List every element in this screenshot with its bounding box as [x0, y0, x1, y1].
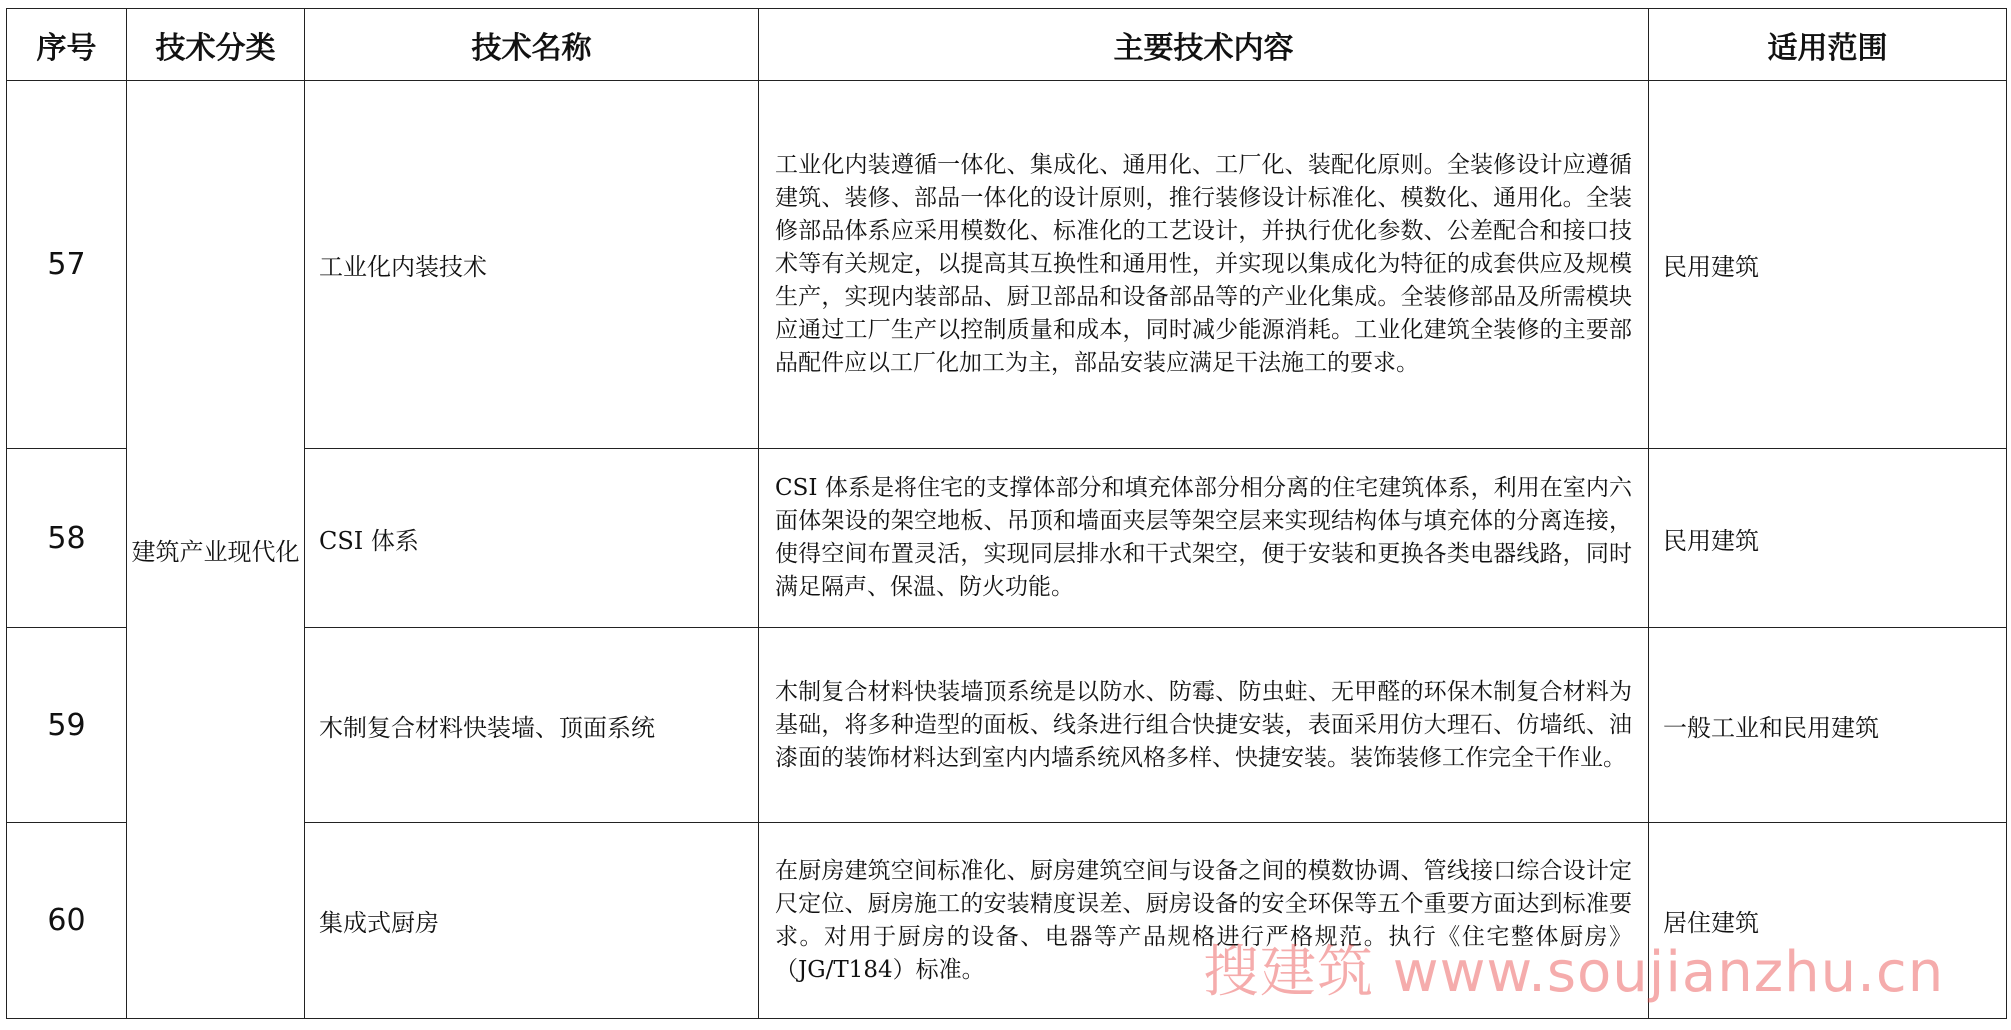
header-no: 序号 — [7, 9, 127, 81]
row-number: 57 — [7, 81, 127, 449]
row-number: 58 — [7, 449, 127, 628]
header-row — [7, 9, 2007, 81]
row-number: 59 — [7, 628, 127, 823]
table-row — [7, 449, 2007, 628]
technology-table — [6, 8, 2007, 1019]
category-cell: 建筑产业现代化 — [127, 81, 305, 1019]
table-row — [7, 628, 2007, 823]
application-scope: 民用建筑 — [1649, 449, 2007, 628]
application-scope: 一般工业和民用建筑 — [1649, 628, 2007, 823]
row-number: 60 — [7, 823, 127, 1019]
technology-content: 木制复合材料快装墙顶系统是以防水、防霉、防虫蛀、无甲醛的环保木制复合材料为基础，将多种造型的面板、线条进行组合快捷安装，表面采用仿大理石、仿墙纸、油漆面的装饰材料达到室内内墙系统风格多样、快捷安装。装饰装修工作完全干作业。 — [759, 628, 1649, 823]
header-scope: 适用范围 — [1649, 9, 2007, 81]
technology-name: CSI 体系 — [305, 449, 759, 628]
table-header — [7, 9, 2007, 81]
technology-content: 工业化内装遵循一体化、集成化、通用化、工厂化、装配化原则。全装修设计应遵循建筑、装修、部品一体化的设计原则，推行装修设计标准化、模数化、通用化。全装修部品体系应采用模数化、标准化的工艺设计，并执行优化参数、公差配合和接口技术等有关规定，以提高其互换性和通用性，并实现以集成化为特征的成套供应及规模生产，实现内装部品、厨卫部品和设备部品等的产业化集成。全装修部品及所需模块应通过工厂生产以控制质量和成本，同时减少能源消耗。工业化建筑全装修的主要部品配件应以工厂化加工为主，部品安装应满足干法施工的要求。 — [759, 81, 1649, 449]
technology-content: CSI 体系是将住宅的支撑体部分和填充体部分相分离的住宅建筑体系，利用在室内六面体架设的架空地板、吊顶和墙面夹层等架空层来实现结构体与填充体的分离连接，使得空间布置灵活，实现同层排水和干式架空，便于安装和更换各类电器线路，同时满足隔声、保温、防火功能。 — [759, 449, 1649, 628]
table-body — [7, 81, 2007, 1019]
technology-name: 工业化内装技术 — [305, 81, 759, 449]
header-category: 技术分类 — [127, 9, 305, 81]
technology-name: 集成式厨房 — [305, 823, 759, 1019]
header-content: 主要技术内容 — [759, 9, 1649, 81]
technology-content: 在厨房建筑空间标准化、厨房建筑空间与设备之间的模数协调、管线接口综合设计定尺定位、厨房施工的安装精度误差、厨房设备的安全环保等五个重要方面达到标准要求。对用于厨房的设备、电器等产品规格进行严格规范。执行《住宅整体厨房》（JG/T184）标准。 — [759, 823, 1649, 1019]
application-scope: 居住建筑 — [1649, 823, 2007, 1019]
technology-name: 木制复合材料快装墙、顶面系统 — [305, 628, 759, 823]
site-watermark: 搜建筑 www.soujianzhu.cn — [1203, 940, 1945, 1005]
header-name: 技术名称 — [305, 9, 759, 81]
application-scope: 民用建筑 — [1649, 81, 2007, 449]
table-row — [7, 823, 2007, 1019]
table-row — [7, 81, 2007, 449]
